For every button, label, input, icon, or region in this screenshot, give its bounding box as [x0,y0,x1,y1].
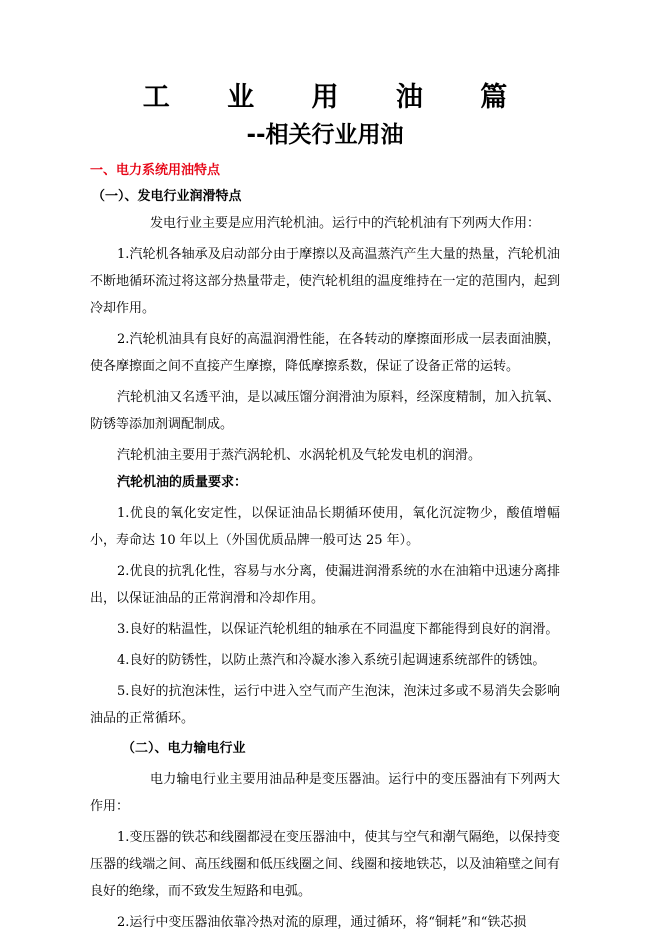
paragraph-turbine-lubrication: 2.汽轮机油具有良好的高温润滑性能，在各转动的摩擦面形成一层表面油膜，使各摩擦面之间不直接产生摩擦，降低摩擦系数，保证了设备正常的运转。 [90,332,560,374]
subsection-heading-power-generation: （一）、发电行业润滑特点 [92,189,242,204]
quality-item-viscosity: 3.良好的粘温性，以保证汽轮机组的轴承在不同温度下都能得到良好的润滑。 [117,622,559,637]
paragraph-turbine-oil-definition: 汽轮机油又名透平油，是以减压馏分润滑油为原料，经深度精制，加入抗氧、防锈等添加剂调配制成。 [90,390,560,432]
quality-item-demulsibility: 2.优良的抗乳化性，容易与水分离，使漏进润滑系统的水在油箱中迅速分离排出，以保证油品的正常润滑和冷却作用。 [90,564,560,606]
section-heading-power-oil: 一、电力系统用油特点 [90,163,221,178]
subsection-heading-power-transmission: （二）、电力输电行业 [122,741,246,756]
document-subtitle: --相关行业用油 [246,122,404,148]
quality-item-oxidation: 1.优良的氧化安定性，以保证油品长期循环使用，氧化沉淀物少，酸值增幅小，寿命达 10 年以上（外国优质品牌一般可达 25 年）。 [90,506,560,548]
paragraph-transmission-intro: 电力输电行业主要用油品种是变压器油。运行中的变压器油有下列两大作用： [90,772,560,814]
quality-item-rust-prevention: 4.良好的防锈性，以防止蒸汽和冷凝水渗入系统引起调速系统部件的锈蚀。 [117,653,546,668]
paragraph-transformer-insulation: 1.变压器的铁芯和线圈都浸在变压器油中，使其与空气和潮气隔绝，以保持变压器的线端之间、高压线圈和低压线圈之间、线圈和接地铁芯，以及油箱壁之间有良好的绝缘，而不致发生短路和电弧。 [90,830,560,899]
quality-requirements-heading: 汽轮机油的质量要求： [117,475,248,490]
paragraph-turbine-oil-usage: 汽轮机油主要用于蒸汽涡轮机、水涡轮机及气轮发电机的润滑。 [117,448,482,463]
paragraph-turbine-cooling: 1.汽轮机各轴承及启动部分由于摩擦以及高温蒸汽产生大量的热量，汽轮机油不断地循环流过将这部分热量带走，使汽轮机组的温度维持在一定的范围内，起到冷却作用。 [90,247,560,316]
quality-item-anti-foam: 5.良好的抗泡沫性，运行中进入空气而产生泡沫，泡沫过多或不易消失会影响油品的正常循环。 [90,684,560,726]
paragraph-generation-intro: 发电行业主要是应用汽轮机油。运行中的汽轮机油有下列两大作用： [150,216,541,231]
document-title: 工 业 用 油 篇 [142,82,532,113]
paragraph-transformer-cooling: 2.运行中变压器油依靠冷热对流的原理，通过循环，将“铜耗”和“铁芯损 [117,915,527,930]
